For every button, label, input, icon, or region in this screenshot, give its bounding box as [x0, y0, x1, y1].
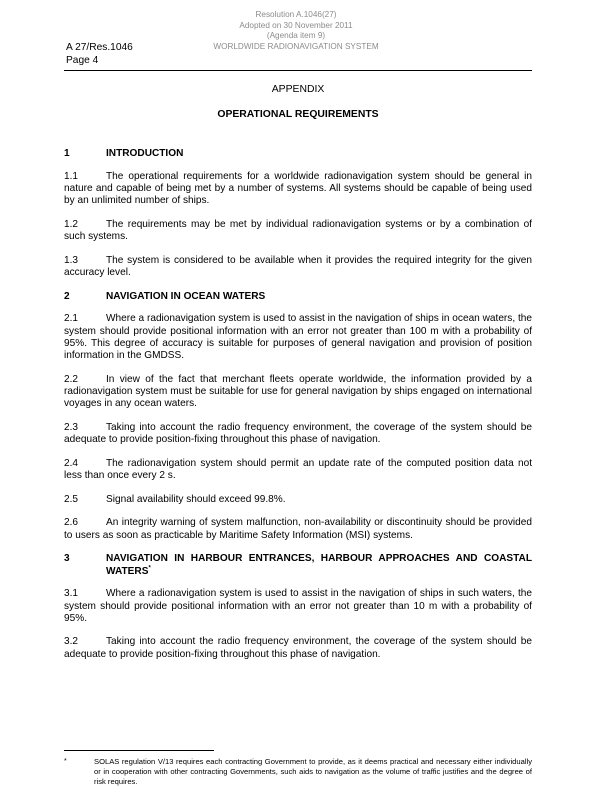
footnote — [64, 757, 532, 787]
paragraph-text: Taking into account the radio frequency environment, the coverage of the system should be adequate to provide position-fixing throughout this phase of navigation. — [64, 422, 532, 446]
paragraph — [64, 588, 532, 625]
header-divider — [64, 70, 532, 71]
footnote-marker: * — [64, 758, 67, 765]
section-heading — [64, 148, 532, 160]
document-title: OPERATIONAL REQUIREMENTS — [217, 109, 379, 120]
paragraph-text: Where a radionavigation system is used to assist in the navigation of ships in such waters, the system should provide positional information with an error not greater than 10 m with a probability of 95%. — [64, 588, 532, 624]
paragraph-number: 1.1 — [64, 170, 79, 182]
header-system: WORLDWIDE RADIONAVIGATION SYSTEM — [213, 41, 379, 51]
paragraph-number: 2.6 — [64, 517, 79, 529]
header-adopted: Adopted on 30 November 2011 — [239, 20, 353, 30]
section-title: NAVIGATION IN HARBOUR ENTRANCES, HARBOUR APPROACHES AND COASTAL WATERS — [106, 553, 532, 577]
section-title: NAVIGATION IN OCEAN WATERS — [106, 290, 266, 302]
paragraph — [64, 374, 532, 411]
paragraph-text: Taking into account the radio frequency environment, the coverage of the system should be adequate to provide position-fixing throughout this phase of navigation. — [64, 636, 532, 660]
paragraph — [64, 313, 532, 362]
section-number: 2 — [64, 290, 70, 302]
paragraph-text: The requirements may be met by individual radionavigation systems or by a combination of such systems. — [64, 218, 532, 243]
header-doc-ref-block — [66, 42, 133, 67]
paragraph — [64, 517, 532, 542]
paragraph-number: 2.3 — [64, 422, 79, 434]
paragraph-number: 2.4 — [64, 457, 79, 469]
paragraph-text: Where a radionavigation system is used to assist in the navigation of ships in ocean waters, the system should provide positional information with an error not greater than 100 m with a probability of 95%. This degree of accuracy is suitable for purposes of general navigation and provision of position information in the GMDSS. — [64, 313, 532, 362]
paragraph-text: An integrity warning of system malfunction, non-availability or discontinuity should be provided to users as soon as practicable by Maritime Safety Information (MSI) systems. — [64, 517, 532, 541]
paragraph-text: In view of the fact that merchant fleets operate worldwide, the information provided by a radionavigation system must be suitable for use for general navigation by ships engaged on international voyages in any ocean waters. — [64, 373, 532, 410]
paragraph-text: Signal availability should exceed 99.8%. — [106, 493, 286, 505]
paragraph-number: 1.3 — [64, 254, 79, 266]
paragraph-number: 1.2 — [64, 218, 79, 230]
paragraph-text: The system is considered to be available when it provides the required integrity for the given accuracy level. — [64, 254, 532, 279]
header-agenda: (Agenda item 9) — [266, 31, 326, 41]
paragraph — [64, 636, 532, 661]
section-number: 1 — [64, 148, 70, 159]
paragraph — [64, 219, 532, 244]
paragraph-number: 2.1 — [64, 313, 79, 325]
paragraph-number: 3.1 — [64, 588, 79, 600]
paragraph-number: 2.5 — [64, 493, 79, 505]
section-heading — [64, 553, 532, 578]
section-number: 3 — [64, 553, 70, 565]
section-heading — [64, 291, 532, 303]
paragraph — [64, 458, 532, 483]
paragraph-text: The radionavigation system should permit an update rate of the computed position data not less than once every 2 s. — [64, 457, 532, 482]
paragraph — [64, 422, 532, 447]
paragraph — [64, 494, 532, 506]
document-body — [64, 148, 532, 672]
section-title-with-footnote — [106, 553, 532, 578]
paragraph — [64, 171, 532, 208]
header-doc-ref: A 27/Res.1046 — [66, 42, 133, 53]
paragraph-number: 3.2 — [64, 636, 79, 648]
appendix-label: APPENDIX — [271, 84, 325, 95]
header-resolution: Resolution A.1046(27) — [255, 10, 337, 19]
paragraph-text: The operational requirements for a worldwide radionavigation system should be general in nature and capable of being met by a number of systems. All systems should be capable of being used by an unlimited number of ships. — [64, 170, 532, 207]
paragraph — [64, 255, 532, 280]
footnote-marker: * — [148, 565, 151, 572]
header-page-number: Page 4 — [66, 54, 99, 66]
header-resolution-block — [160, 10, 432, 52]
footnote-divider — [64, 750, 214, 751]
section-title: INTRODUCTION — [106, 148, 184, 159]
footnote-text: SOLAS regulation V/13 requires each contracting Government to provide, as it deems practical and necessary either individually or in cooperation with other contracting Governments, such aids to navigation as the volume of traffic justifies and the degree of risk requires. — [94, 757, 532, 786]
paragraph-number: 2.2 — [64, 373, 79, 385]
